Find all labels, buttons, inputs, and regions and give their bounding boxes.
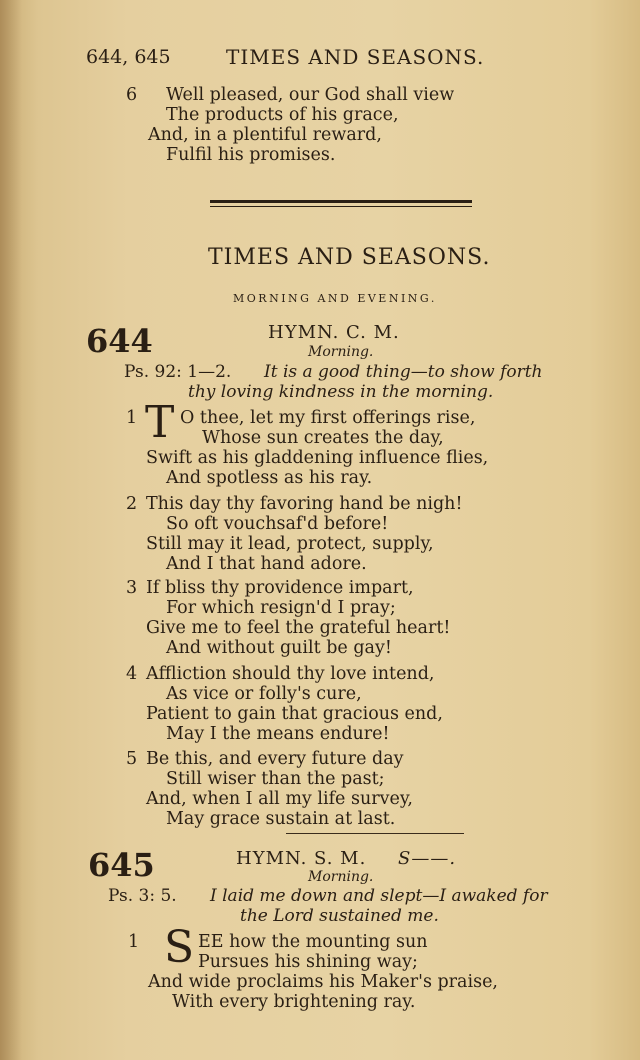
- verse-line: So oft vouchsaf'd before!: [166, 514, 389, 534]
- divider-rule: [210, 200, 472, 203]
- verse-line: Well pleased, our God shall view: [166, 85, 455, 105]
- verse-line: And, in a plentiful reward,: [148, 125, 382, 145]
- stanza-number: 5: [126, 749, 138, 769]
- verse-line: Still wiser than the past;: [166, 769, 385, 789]
- hymn-tune: S——.: [398, 848, 457, 869]
- verse-line: The products of his grace,: [166, 105, 399, 125]
- stanza-number: 1: [126, 408, 138, 428]
- verse-line: Pursues his shining way;: [198, 952, 418, 972]
- verse-line: And without guilt be gay!: [166, 638, 392, 658]
- hymn-meter: HYMN. S. M.: [236, 848, 367, 869]
- stanza-number: 2: [126, 494, 138, 514]
- hymn-meter: HYMN. C. M.: [268, 322, 400, 343]
- verse-line: And wide proclaims his Maker's praise,: [148, 972, 498, 992]
- verse-line: For which resign'd I pray;: [166, 598, 396, 618]
- verse-line: With every brightening ray.: [172, 992, 416, 1012]
- hymn-number: 644: [86, 322, 153, 360]
- stanza-number: 4: [126, 664, 138, 684]
- verse-line: Swift as his gladdening influence flies,: [146, 448, 489, 468]
- section-title: TIMES AND SEASONS.: [208, 245, 491, 270]
- verse-line: Be this, and every future day: [146, 749, 404, 769]
- scripture-text: It is a good thing—to show forth: [264, 362, 543, 382]
- verse-line: And I that hand adore.: [166, 554, 367, 574]
- verse-line: And spotless as his ray.: [166, 468, 373, 488]
- stanza-number: 6: [126, 85, 138, 105]
- stanza-number: 1: [128, 932, 140, 952]
- verse-line: Patient to gain that gracious end,: [146, 704, 443, 724]
- scripture-text: thy loving kindness in the morning.: [188, 382, 494, 402]
- section-subtitle: MORNING AND EVENING.: [233, 292, 437, 305]
- scripture-ref: Ps. 92: 1—2.: [124, 362, 232, 382]
- page-edge: [0, 0, 22, 1060]
- scripture-text: the Lord sustained me.: [240, 906, 439, 926]
- hymn-occasion: Morning.: [308, 869, 374, 885]
- verse-line: As vice or folly's cure,: [166, 684, 362, 704]
- verse-line: And, when I all my life survey,: [146, 789, 413, 809]
- page-numbers: 644, 645: [86, 46, 171, 68]
- verse-line: Affliction should thy love intend,: [146, 664, 435, 684]
- verse-line: Give me to feel the grateful heart!: [146, 618, 451, 638]
- verse-line: Still may it lead, protect, supply,: [146, 534, 434, 554]
- stanza-number: 3: [126, 578, 138, 598]
- verse-line: Fulfil his promises.: [166, 145, 336, 165]
- verse-line: May grace sustain at last.: [166, 809, 396, 829]
- verse-line: O thee, let my first offerings rise,: [180, 408, 476, 428]
- verse-line: May I the means endure!: [166, 724, 390, 744]
- drop-cap: T: [145, 397, 175, 448]
- divider-rule: [286, 833, 464, 834]
- verse-line: EE how the mounting sun: [198, 932, 428, 952]
- scripture-text: I laid me down and slept—I awaked for: [210, 886, 548, 906]
- divider-rule: [210, 206, 472, 207]
- verse-line: Whose sun creates the day,: [202, 428, 444, 448]
- drop-cap: S: [164, 922, 195, 973]
- hymn-occasion: Morning.: [308, 344, 374, 360]
- verse-line: This day thy favoring hand be nigh!: [146, 494, 463, 514]
- scripture-ref: Ps. 3: 5.: [108, 886, 177, 906]
- verse-line: If bliss thy providence impart,: [146, 578, 414, 598]
- running-title: TIMES AND SEASONS.: [226, 45, 485, 69]
- hymn-number: 645: [88, 846, 155, 884]
